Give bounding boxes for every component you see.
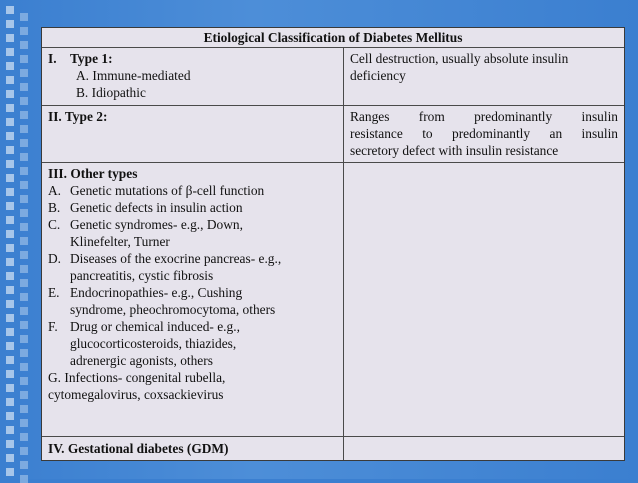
decorative-square [20, 195, 28, 203]
type2-desc-line: Ranges from predominantly insulin [350, 109, 618, 124]
decorative-square [6, 286, 14, 294]
decorative-square [20, 139, 28, 147]
decorative-square [20, 181, 28, 189]
table-row-type2 [42, 106, 624, 163]
table-row-other [42, 163, 624, 437]
decorative-square [6, 20, 14, 28]
decorative-square [6, 104, 14, 112]
decorative-square [6, 146, 14, 154]
list-item [48, 199, 337, 216]
type2-desc-line: secretory defect with insulin resistance [350, 143, 559, 158]
type1-cell [42, 48, 344, 105]
decorative-square [20, 307, 28, 315]
decorative-square [6, 440, 14, 448]
decorative-square [6, 62, 14, 70]
list-marker: D. [48, 251, 62, 266]
decorative-square [20, 111, 28, 119]
list-text: glucocorticosteroids, thiazides, [70, 336, 237, 351]
list-marker: C. [48, 217, 61, 232]
type2-desc-line: resistance to predominantly an insulin [350, 126, 618, 141]
decorative-square [6, 188, 14, 196]
decorative-square [20, 391, 28, 399]
decorative-square [6, 314, 14, 322]
decorative-square [20, 405, 28, 413]
infections-item: G. Infections- congenital rubella, [48, 370, 226, 385]
list-text: Diseases of the exocrine pancreas- e.g., [70, 251, 282, 266]
list-text: Genetic defects in insulin action [70, 200, 243, 215]
type2-description [344, 106, 624, 162]
decorative-square [20, 363, 28, 371]
decorative-square [20, 349, 28, 357]
list-text: Endocrinopathies- e.g., Cushing [70, 285, 243, 300]
list-item [48, 182, 337, 199]
decorative-square [20, 279, 28, 287]
list-text: syndrome, pheochromocytoma, others [70, 302, 276, 317]
list-item [48, 216, 337, 250]
decorative-square [20, 13, 28, 21]
list-text: Genetic mutations of β-cell function [70, 183, 265, 198]
decorative-square [20, 69, 28, 77]
list-text: adrenergic agonists, others [70, 353, 213, 368]
gdm-description [344, 437, 624, 460]
decorative-square [6, 76, 14, 84]
decorative-square [6, 426, 14, 434]
decorative-square [6, 48, 14, 56]
type2-heading: II. Type 2: [42, 106, 344, 162]
decorative-square [6, 412, 14, 420]
decorative-square [6, 384, 14, 392]
table-title: Etiological Classification of Diabetes Mellitus [203, 30, 463, 45]
list-item [48, 250, 337, 284]
decorative-square [20, 377, 28, 385]
decorative-square [20, 475, 28, 483]
decorative-square [6, 118, 14, 126]
decorative-square [6, 300, 14, 308]
list-marker: A. [48, 183, 62, 198]
type1-sub-a: A. Immune-mediated [76, 68, 191, 83]
type1-description: Cell destruction, usually absolute insulin deficiency [350, 51, 569, 83]
list-marker: B. [48, 200, 61, 215]
list-text: Klinefelter, Turner [70, 234, 170, 249]
decorative-square [6, 356, 14, 364]
other-types-heading: III. Other types [48, 166, 138, 181]
decorative-square [20, 293, 28, 301]
infections-item-cont: cytomegalovirus, coxsackievirus [48, 387, 224, 402]
decorative-square [6, 244, 14, 252]
classification-table [41, 27, 625, 461]
other-types-cell [42, 163, 344, 436]
decorative-square [20, 321, 28, 329]
decorative-square [6, 6, 14, 14]
list-text: Genetic syndromes- e.g., Down, [70, 217, 243, 232]
decorative-square [20, 209, 28, 217]
decorative-square [6, 230, 14, 238]
decorative-square [20, 433, 28, 441]
table-header-row [42, 28, 624, 48]
decorative-square [6, 132, 14, 140]
list-item [48, 284, 337, 318]
decorative-square [20, 237, 28, 245]
table-row-gdm [42, 437, 624, 460]
decorative-square [6, 468, 14, 476]
decorative-square [6, 258, 14, 266]
decorative-square [20, 461, 28, 469]
decorative-square [6, 202, 14, 210]
list-item [48, 318, 337, 369]
decorative-square [20, 251, 28, 259]
decorative-square [6, 328, 14, 336]
decorative-square [6, 454, 14, 462]
list-marker: F. [48, 319, 58, 334]
decorative-square [6, 160, 14, 168]
decorative-square [20, 419, 28, 427]
decorative-square [6, 272, 14, 280]
decorative-square [20, 335, 28, 343]
decorative-squares [0, 0, 30, 479]
type1-number: I. [48, 51, 57, 66]
other-types-description [344, 163, 624, 436]
list-text: pancreatitis, cystic fibrosis [70, 268, 214, 283]
list-text: Drug or chemical induced- e.g., [70, 319, 240, 334]
decorative-square [20, 55, 28, 63]
decorative-square [20, 153, 28, 161]
decorative-square [20, 41, 28, 49]
decorative-square [6, 34, 14, 42]
decorative-square [20, 447, 28, 455]
list-marker: E. [48, 285, 60, 300]
decorative-square [6, 342, 14, 350]
decorative-square [20, 125, 28, 133]
type1-heading [48, 50, 337, 67]
decorative-square [20, 223, 28, 231]
decorative-square [6, 370, 14, 378]
table-row-type1 [42, 48, 624, 106]
decorative-square [6, 398, 14, 406]
type1-sub-b: B. Idiopathic [76, 85, 146, 100]
decorative-square [20, 265, 28, 273]
decorative-square [20, 27, 28, 35]
decorative-square [6, 216, 14, 224]
decorative-square [6, 174, 14, 182]
decorative-square [20, 97, 28, 105]
gdm-heading: IV. Gestational diabetes (GDM) [42, 437, 344, 460]
type1-label: Type 1: [70, 51, 113, 66]
decorative-square [6, 90, 14, 98]
decorative-square [20, 167, 28, 175]
decorative-square [20, 83, 28, 91]
